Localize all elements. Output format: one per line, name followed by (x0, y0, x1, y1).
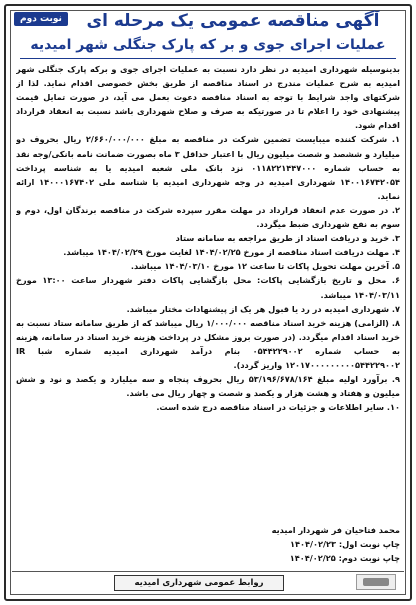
municipality-logo-icon (356, 574, 396, 590)
notice-body (16, 62, 400, 563)
footer (12, 571, 404, 593)
page-subtitle: عملیات اجرای جوی و بر که پارک جنگلی شهر امیدیه (30, 37, 386, 53)
clause-7: ۷. شهرداری امیدیه در رد یا قبول هر یک از پیشنهادات مختار میباشد. (126, 303, 400, 314)
clause-1: ۱. شرکت کننده میبایست تضمین شرکت در مناقصه به مبلغ ۲/۶۶۰/۰۰۰/۰۰۰ ریال بحروف دو میلیارد و ششصد و شصت میلیون ریال با اعتبار حداقل ۳ ماه بصورت ضمانت نامه بانکی/وجه نقد به حساب شماره ۰۱۱۸۲۲۱۴۴۷۰۰۰ نزد بانک ملی شعبه امیدیه یا به شناسه پرداخت ۱۴۰۰۱۶۷۴۲۰۵۴ شهرداری امیدیه در وجه شهرداری امیدیه با شناسه ملی ۱۴۰۰۰۱۶۷۴۰۲ ارائه نماید. (16, 134, 400, 201)
clause-9: ۹. برآورد اولیه مبلغ ۵۳/۱۹۶/۶۷۸/۱۶۴ ریال بحروف پنجاه و سه میلیارد و یکصد و نود و شش میلیون و هفتاد و هشت هزار و یکصد و شصت و چهار ریال می باشد. (16, 374, 400, 399)
advertisement-page (4, 4, 412, 601)
clause-5: ۵. آخرین مهلت تحویل پاکات تا ساعت ۱۲ مورخ ۱۴۰۴/۰۳/۱۰ میباشد. (130, 261, 400, 272)
title-divider (20, 58, 396, 59)
signature-block (156, 523, 400, 565)
page-title: آگهی مناقصه عمومی یک مرحله ای (86, 11, 380, 31)
footer-label: روابط عمومی شهرداری امیدیه (114, 575, 284, 591)
clause-4: ۴. مهلت دریافت اسناد مناقصه از مورخ ۱۴۰۴/۰۲/۲۵ لغایت مورخ ۱۴۰۴/۰۲/۲۹ میباشد. (63, 247, 400, 258)
clause-8: ۸. (الزامی) هزینه خرید اسناد مناقصه ۱/۰۰۰/۰۰۰ ریال میباشد که از طریق سامانه ستاد نسبت به خرید اسناد اقدام میگردد. (در صورت بروز مشکل در پرداخت هزینه خرید اسناد در سامانه، هزینه به حساب شماره ۰۵۴۴۲۲۹۰۰۲ بنام درآمد شهرداری امیدیه شماره شبا IR ۱۲۰۱۷۰۰۰۰۰۰۰۰۰۵۴۴۲۲۹۰۰۲ واریز گردد). (16, 317, 400, 370)
first-print-date: چاپ نوبت اول: ۱۴۰۴/۰۲/۲۳ (290, 539, 400, 550)
clause-3: ۳. خرید و دریافت اسناد از طریق مراجعه به سامانه ستاد (175, 233, 400, 244)
signatory-name: محمد فتاحیان فر شهردار امیدیه (271, 525, 400, 535)
clause-10: ۱۰. سایر اطلاعات و جزئیات در اسناد مناقصه درج شده است. (156, 402, 400, 413)
clause-2: ۲. در صورت عدم انعقاد قرارداد در مهلت مقرر سپرده شرکت در مناقصه برندگان اول، دوم و سوم به نفع شهرداری ضبط میگردد. (16, 204, 400, 230)
clause-6: ۶. محل و تاریخ بازگشایی پاکات: محل بازگشایی پاکات دفتر شهردار ساعت ۱۳:۰۰ مورخ ۱۴۰۴/۰۳/۱۱ میباشد. (16, 275, 400, 300)
intro-paragraph: بدینوسیله شهرداری امیدیه در نظر دارد نسبت به عملیات اجرای جوی و برکه پارک جنگلی شهر امیدیه به شرح عملیات مندرج در اسناد مناقصه از طریق بخش خصوصی اقدام نماید. لذا از شرکتهای واجد شرایط با توجه به اسناد مناقصه دعوت بعمل می آید، در صورت تمایل قیمت پیشنهادی خود را اعلام تا در صورتیکه به صرف و صلاح شهرداری باشد نسبت به انعقاد قرارداد اقدام شود. (16, 64, 400, 131)
second-print-date: چاپ نوبت دوم: ۱۴۰۴/۰۲/۲۵ (289, 553, 400, 564)
print-round-badge: نوبت دوم (14, 12, 68, 26)
